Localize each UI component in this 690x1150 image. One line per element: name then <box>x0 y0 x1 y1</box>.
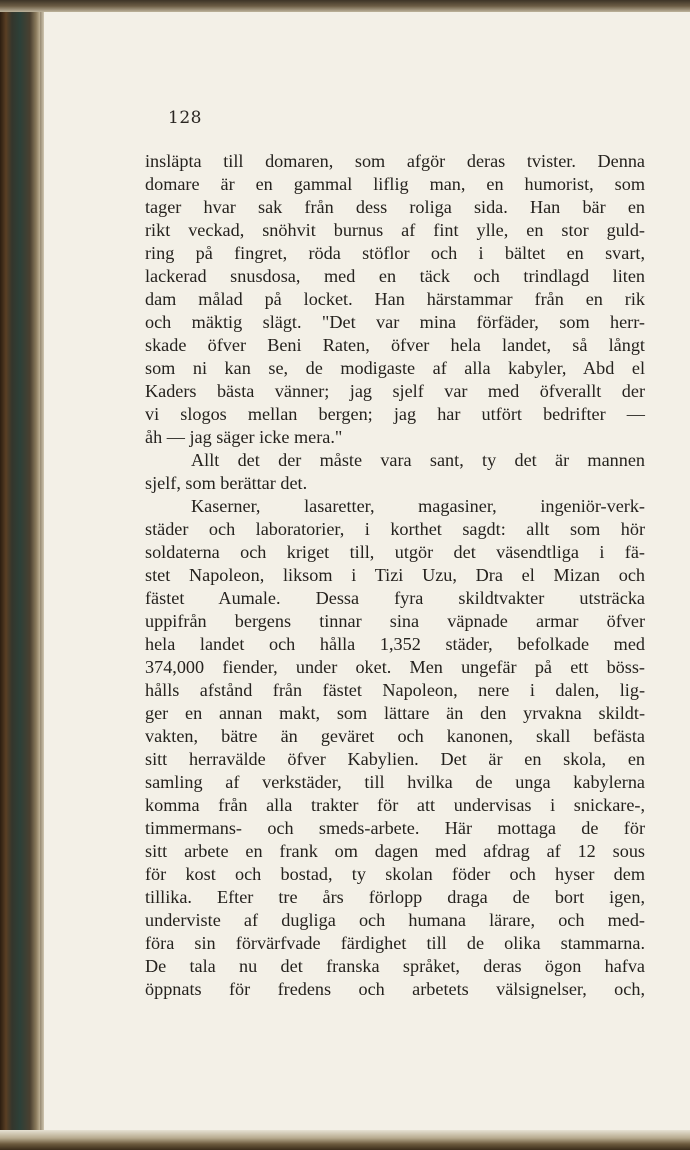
text-line: Kaserner, lasaretter, magasiner, ingeniör-verk- <box>191 496 645 516</box>
top-edge <box>0 0 690 12</box>
text-line: ger en annan makt, som lättare än den yrvakna skildt- <box>145 703 645 723</box>
text-line: föra sin förvärfvade färdighet till de olika stammarna. <box>145 933 645 953</box>
text-line: Allt det der måste vara sant, ty det är mannen <box>191 450 645 470</box>
text-line: åh — jag säger icke mera." <box>145 427 343 447</box>
text-line: städer och laboratorier, i korthet sagdt: allt som hör <box>145 519 645 539</box>
text-line: vi slogos mellan bergen; jag har utfört bedrifter — <box>145 404 645 424</box>
text-line: öppnats för fredens och arbetets välsignelser, och, <box>145 979 645 999</box>
text-line: ring på fingret, röda stöflor och i bältet en svart, <box>145 243 645 263</box>
text-line: samling af verkstäder, till hvilka de unga kabylerna <box>145 772 645 792</box>
text-line: för kost och bostad, ty skolan föder och hyser dem <box>145 864 645 884</box>
text-line: dam målad på locket. Han härstammar från en rik <box>145 289 645 309</box>
page-number: 128 <box>168 108 202 128</box>
text-line: rikt veckad, snöhvit burnus af fint ylle, en stor guld- <box>145 220 645 240</box>
text-line: som ni kan se, de modigaste af alla kabyler, Abd el <box>145 358 645 378</box>
book-spine <box>0 0 40 1150</box>
text-line: och mäktig slägt. "Det var mina förfäder, som herr- <box>145 312 645 332</box>
text-line: sjelf, som berättar det. <box>145 473 308 493</box>
text-line: lackerad snusdosa, med en täck och trindlagd liten <box>145 266 645 286</box>
text-line: tillika. Efter tre års förlopp draga de bort igen, <box>145 887 645 907</box>
body-text <box>145 150 645 1001</box>
text-line: hela landet och hålla 1,352 städer, befolkade med <box>145 634 645 654</box>
text-line: hålls afstånd från fästet Napoleon, nere i dalen, lig- <box>145 680 645 700</box>
text-line: fästet Aumale. Dessa fyra skildtvakter utsträcka <box>145 588 645 608</box>
text-line: underviste af dugliga och humana lärare, och med- <box>145 910 645 930</box>
text-line: domare är en gammal liflig man, en humorist, som <box>145 174 645 194</box>
text-line: soldaterna och kriget till, utgör det väsendtliga i fä- <box>145 542 645 562</box>
text-line: uppifrån bergens tinnar sina väpnade armar öfver <box>145 611 645 631</box>
text-line: 374,000 fiender, under oket. Men ungefär på ett böss- <box>145 657 645 677</box>
text-line: skade öfver Beni Raten, öfver hela landet, så långt <box>145 335 645 355</box>
text-line: insläpta till domaren, som afgör deras tvister. Denna <box>145 151 645 171</box>
text-line: vakten, bätre än geväret och kanonen, skall befästa <box>145 726 645 746</box>
text-line: sitt herravälde öfver Kabylien. Det är en skola, en <box>145 749 645 769</box>
text-line: komma från alla trakter för att undervisas i snickare-, <box>145 795 645 815</box>
text-line: tager hvar sak från dess roliga sida. Han bär en <box>145 197 645 217</box>
text-line: timmermans- och smeds-arbete. Här mottaga de för <box>145 818 645 838</box>
text-line: Kaders bästa vänner; jag sjelf var med öfverallt der <box>145 381 645 401</box>
text-line: De tala nu det franska språket, deras ögon hafva <box>145 956 645 976</box>
text-line: stet Napoleon, liksom i Tizi Uzu, Dra el Mizan och <box>145 565 645 585</box>
bottom-edge <box>0 1130 690 1150</box>
text-line: sitt arbete en frank om dagen med afdrag af 12 sous <box>145 841 645 861</box>
